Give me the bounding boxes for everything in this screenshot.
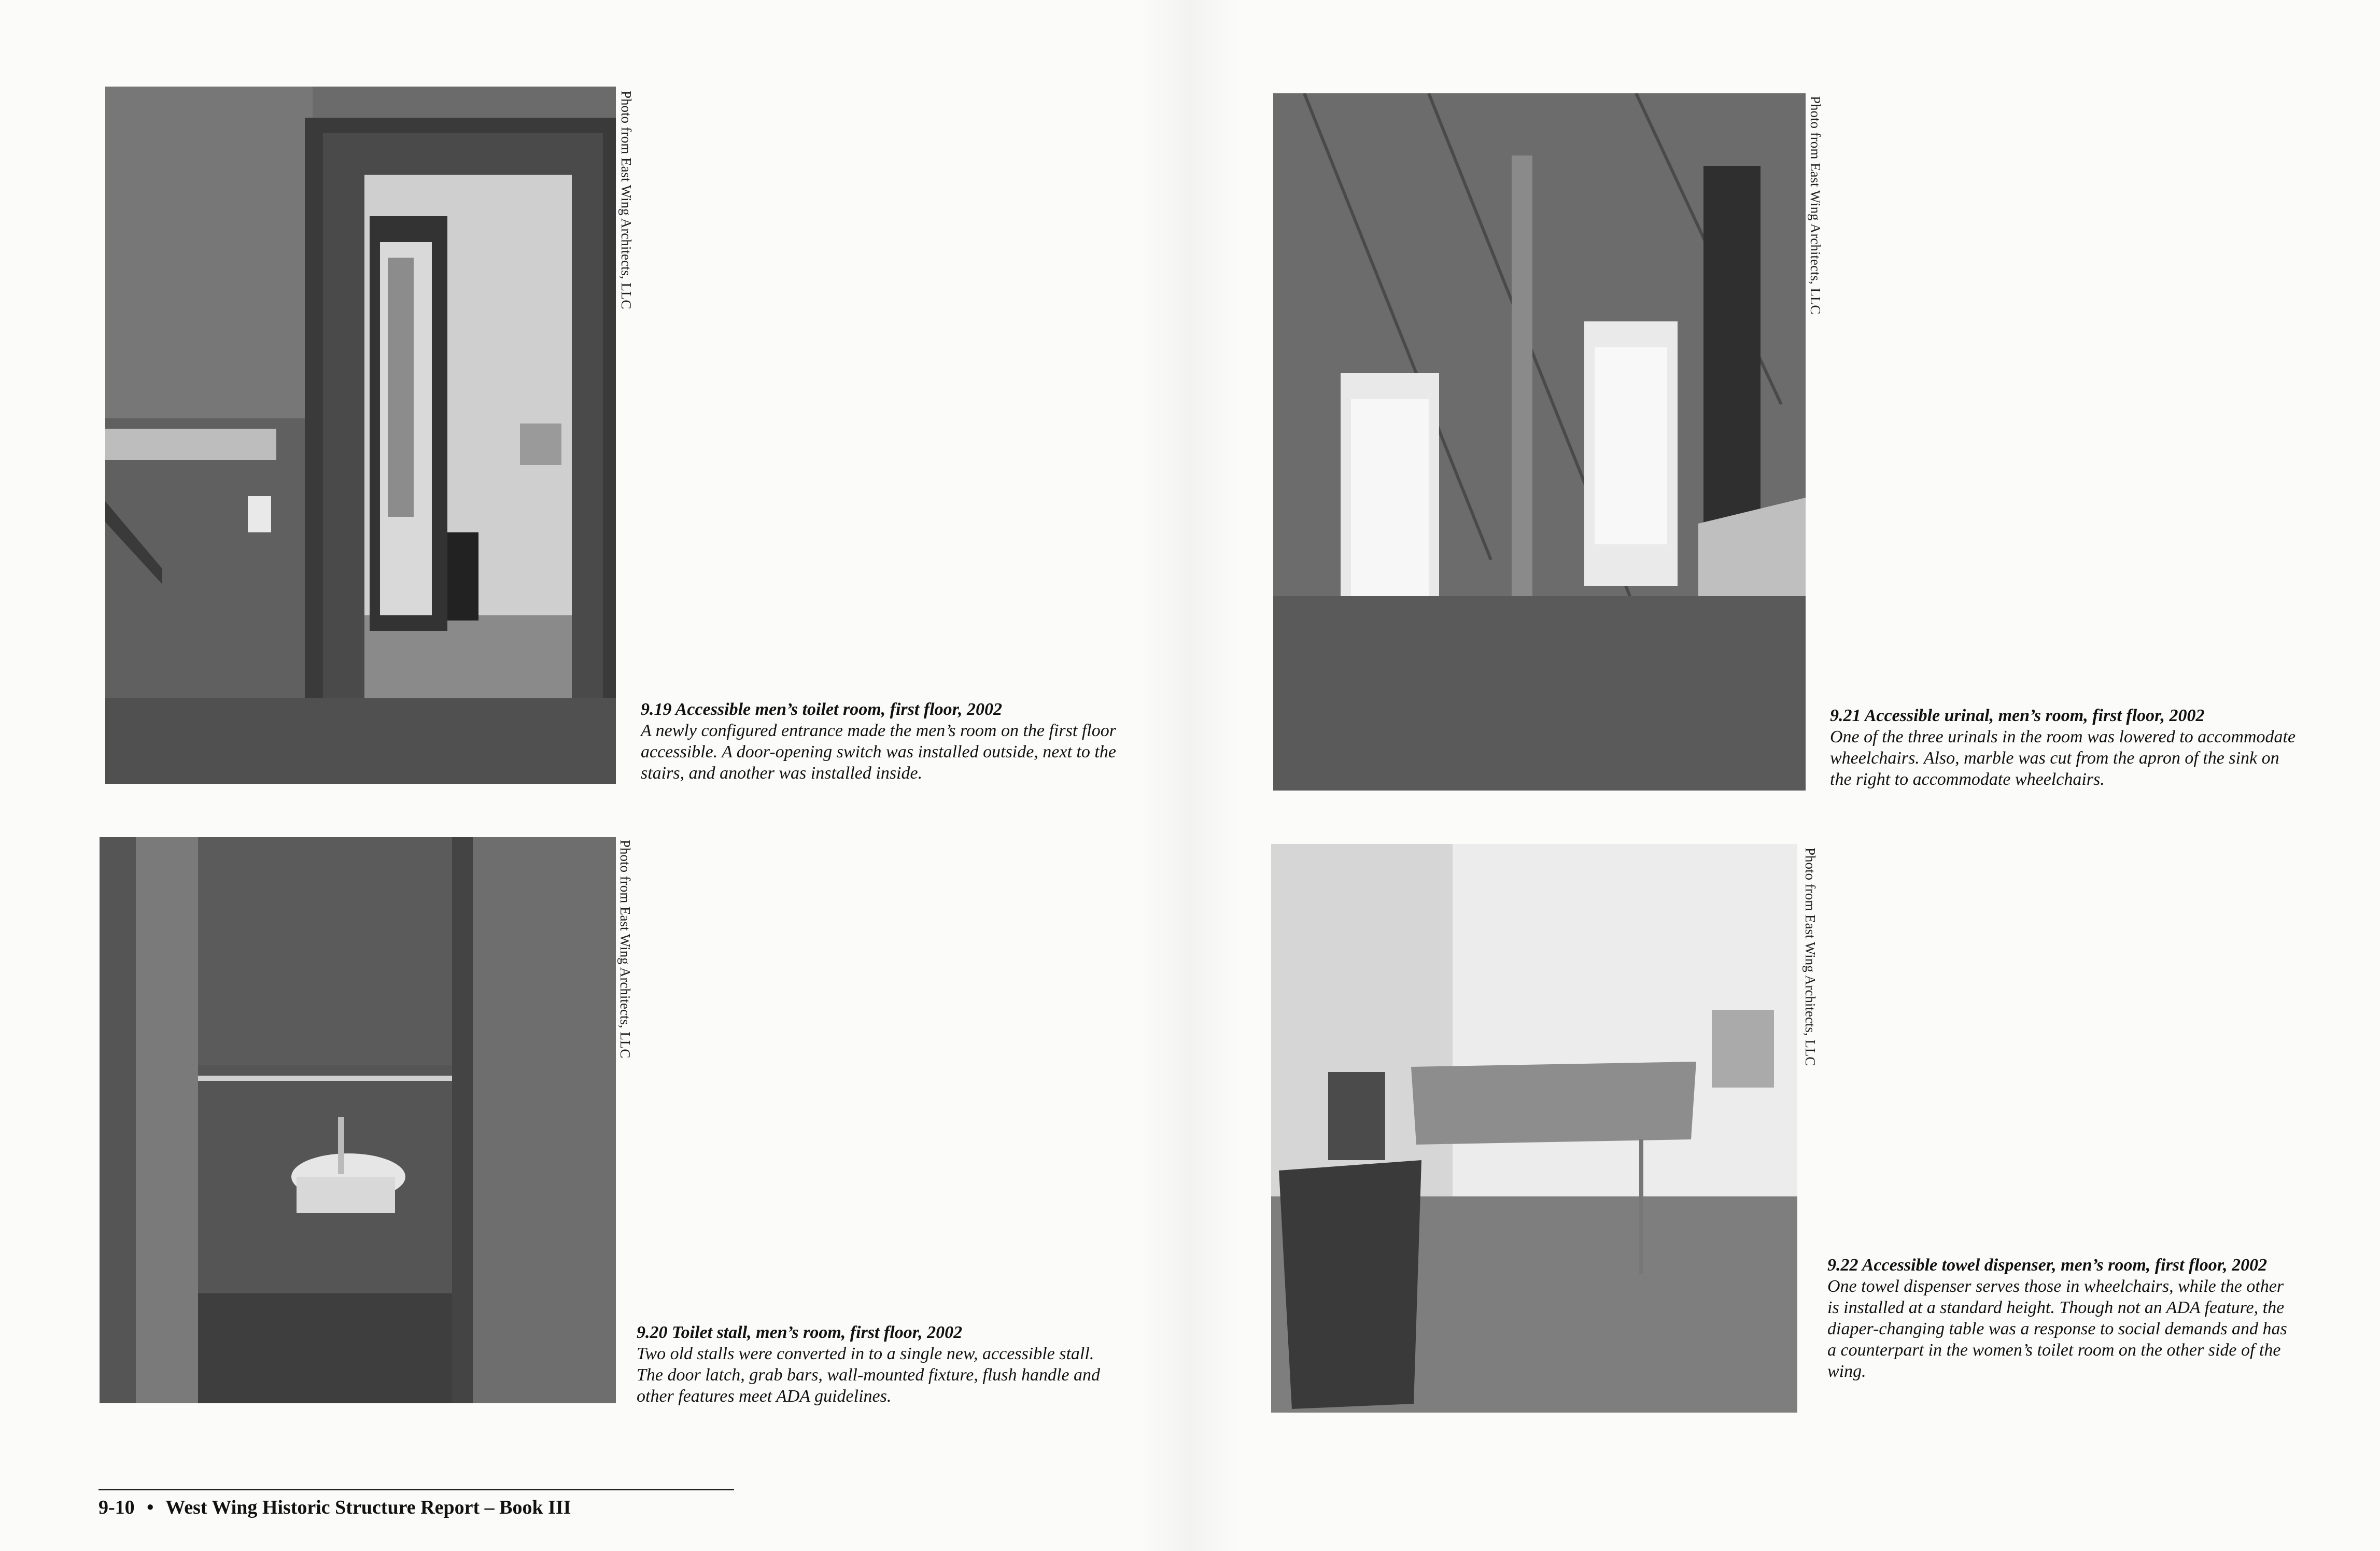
photo-credit-9-19: Photo from East Wing Architects, LLC: [618, 91, 634, 309]
footer-bullet: •: [147, 1497, 154, 1518]
book-gutter-shadow: [1140, 0, 1239, 1551]
caption-title-9-20: 9.20 Toilet stall, men’s room, first floor, 2002: [637, 1323, 963, 1342]
caption-text-9-19: A newly configured entrance made the men’s room on the first floor accessible. A door-opening switch was installed outside, next to the stairs, and another was installed inside.: [641, 721, 1116, 783]
caption-9-22: [1827, 1254, 2294, 1382]
caption-text-9-22: One towel dispenser serves those in wheelchairs, while the other is installed at a standard height. Though not an ADA feature, the diaper-changing table was a response to social demands and has a counterpart in the women’s toilet room on the other side of the wing.: [1827, 1277, 2287, 1381]
photo-toilet-room-entrance: [105, 87, 616, 784]
photo-9-20: [100, 837, 616, 1403]
caption-9-19: [641, 699, 1118, 784]
photo-accessible-urinal: [1273, 93, 1806, 791]
caption-text-9-20: Two old stalls were converted in to a single new, accessible stall. The door latch, grab bars, wall-mounted fixture, flush handle and other features meet ADA guidelines.: [637, 1344, 1101, 1406]
photo-9-19: [105, 87, 616, 784]
caption-title-9-21: 9.21 Accessible urinal, men’s room, first floor, 2002: [1830, 706, 2205, 725]
footer-rule: [98, 1489, 734, 1490]
page-footer: [98, 1496, 571, 1519]
page-number: 9-10: [98, 1497, 135, 1518]
caption-9-20: [637, 1322, 1114, 1407]
caption-title-9-19: 9.19 Accessible men’s toilet room, first floor, 2002: [641, 700, 1002, 719]
photo-credit-9-20: Photo from East Wing Architects, LLC: [617, 840, 633, 1059]
caption-9-21: [1830, 705, 2297, 790]
caption-title-9-22: 9.22 Accessible towel dispenser, men’s room, first floor, 2002: [1827, 1256, 2268, 1275]
footer-book-title: West Wing Historic Structure Report – Book III: [165, 1497, 571, 1518]
photo-9-21: [1273, 93, 1806, 791]
photo-9-22: [1271, 844, 1797, 1413]
photo-towel-dispenser: [1271, 844, 1797, 1413]
photo-credit-9-22: Photo from East Wing Architects, LLC: [1802, 848, 1818, 1066]
caption-text-9-21: One of the three urinals in the room was lowered to accommodate wheelchairs. Also, marble was cut from the apron of the sink on the right to accommodate wheelchairs.: [1830, 727, 2296, 789]
photo-toilet-stall: [100, 837, 616, 1403]
photo-credit-9-21: Photo from East Wing Architects, LLC: [1808, 96, 1823, 315]
